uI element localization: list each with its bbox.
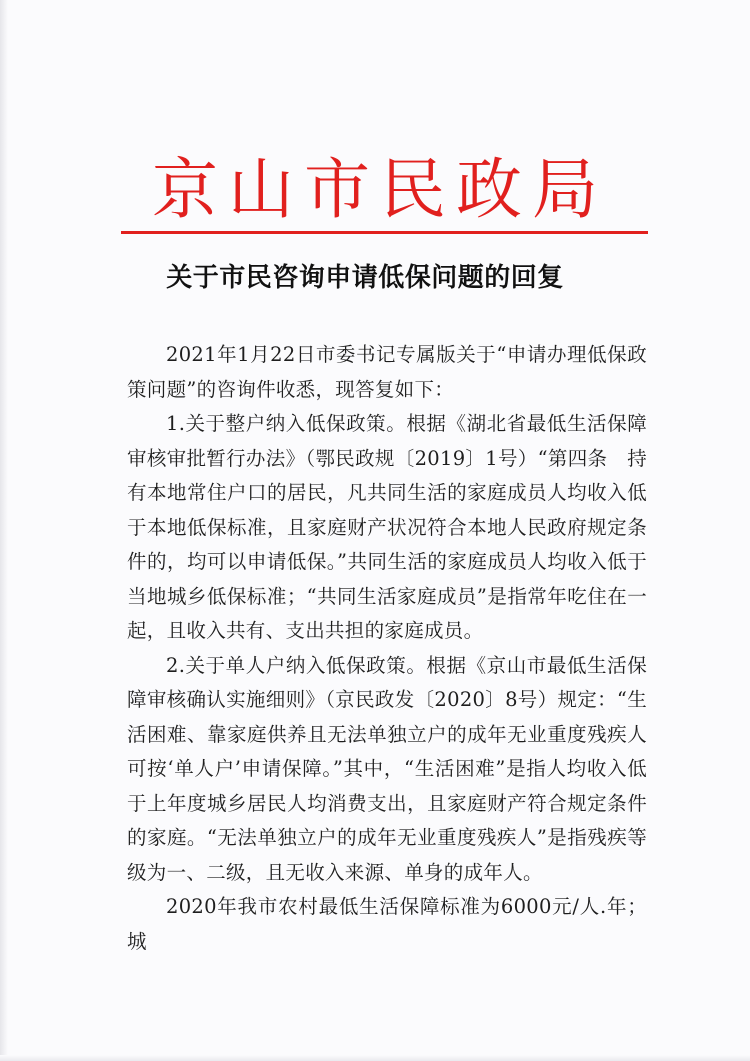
body-paragraph-standard: 2020年我市农村最低生活保障标准为6000元/人.年；城 bbox=[127, 895, 647, 953]
body-paragraph-intro: 2021年1月22日市委书记专属版关于“申请办理低保政策问题”的咨询件收悉，现答复如下： bbox=[127, 343, 647, 401]
body-paragraph-household-policy: 1.关于整户纳入低保政策。根据《湖北省最低生活保障审核审批暂行办法》（鄂民政规〔2019〕1号）“第四条 持有本地常住户口的居民，凡共同生活的家庭成员人均收入低于本地低保标准，且家庭财产状况符合本地人民政府规定条件的，均可以申请低保。”共同生活的家庭成员人均收入低于当地城乡低保标准；“共同生活家庭成员”是指常年吃住在一起，且收入共有、支出共担的家庭成员。 bbox=[127, 412, 647, 642]
scan-bottom-edge bbox=[0, 1055, 750, 1061]
document-body bbox=[127, 338, 647, 959]
body-paragraph-single-person-policy: 2.关于单人户纳入低保政策。根据《京山市最低生活保障审核确认实施细则》（京民政发〔2020〕8号）规定：“生活困难、靠家庭供养且无法单独立户的成年无业重度残疾人可按‘单人户’申请保障。”其中，“生活困难”是指人均收入低于上年度城乡居民人均消费支出，且家庭财产符合规定条件的家庭。“无法单独立户的成年无业重度残疾人”是指残疾等级为一、二级，且无收入来源、单身的成年人。 bbox=[127, 653, 647, 884]
document-title: 关于市民咨询申请低保问题的回复 bbox=[166, 263, 564, 293]
red-header-rule bbox=[121, 231, 648, 234]
agency-header-title: 京山市民政局 bbox=[152, 151, 608, 228]
